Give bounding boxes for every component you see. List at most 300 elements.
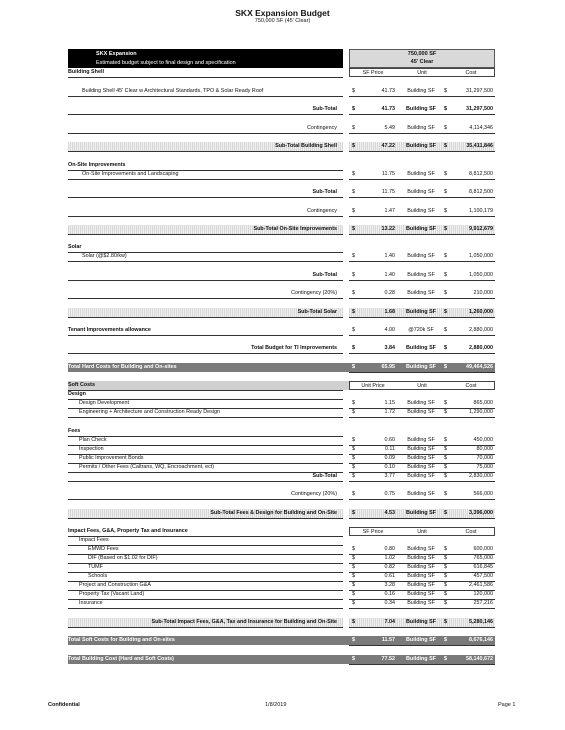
unit-cell: Building SF xyxy=(407,473,435,479)
row-label: Plan Check xyxy=(79,437,107,443)
sf-price-cell: 1.72 xyxy=(384,409,395,415)
unit-cell: Building SF xyxy=(407,464,435,470)
budget-row xyxy=(68,618,495,627)
row-values xyxy=(349,472,495,481)
unit-cell: Building SF xyxy=(407,564,435,570)
currency-symbol: $ xyxy=(352,309,355,315)
sf-price-cell: 11.75 xyxy=(381,171,395,177)
sf-price-cell: 0.16 xyxy=(384,591,395,597)
row-label: Public Improvement Bonds xyxy=(79,455,144,461)
unit-cell: Building SF xyxy=(406,345,436,351)
sf-price-cell: 5.49 xyxy=(384,125,395,131)
project-name: SKX Expansion xyxy=(96,51,137,57)
cost-cell: 257,216 xyxy=(473,600,493,606)
sf-price-cell: 0.82 xyxy=(384,564,395,570)
row-divider xyxy=(349,298,495,299)
currency-symbol: $ xyxy=(444,253,447,259)
currency-symbol: $ xyxy=(352,464,355,470)
row-label: Design xyxy=(68,391,86,397)
currency-symbol: $ xyxy=(352,400,355,406)
budget-row xyxy=(68,509,495,518)
unit-cell: Building SF xyxy=(407,171,435,177)
budget-row xyxy=(68,308,495,317)
currency-symbol: $ xyxy=(352,637,355,643)
cost-cell: 120,000 xyxy=(473,591,493,597)
row-divider xyxy=(349,197,495,198)
row-divider xyxy=(349,261,495,262)
sf-price-cell: 1.47 xyxy=(384,208,395,214)
row-divider xyxy=(349,317,495,318)
budget-row xyxy=(68,572,495,581)
sf-price-cell: 1.40 xyxy=(384,272,395,278)
currency-symbol: $ xyxy=(444,600,447,606)
unit-cell: Building SF xyxy=(406,226,436,232)
currency-symbol: $ xyxy=(444,510,447,516)
cost-cell: 600,000 xyxy=(473,546,493,552)
budget-row xyxy=(68,207,495,216)
row-label: Contingency xyxy=(307,208,337,214)
row-values xyxy=(349,590,495,599)
currency-symbol: $ xyxy=(352,455,355,461)
currency-symbol: $ xyxy=(352,272,355,278)
budget-row xyxy=(68,105,495,114)
sf-price-cell: 0.11 xyxy=(384,446,395,452)
row-values xyxy=(349,636,495,645)
sf-price-cell: 65.95 xyxy=(381,364,395,370)
column-header-row xyxy=(349,68,495,77)
currency-symbol: $ xyxy=(444,637,447,643)
row-divider xyxy=(349,664,495,665)
row-label: Sub-Total On-Site Improvements xyxy=(68,225,343,234)
row-values xyxy=(349,326,495,335)
currency-symbol: $ xyxy=(352,591,355,597)
row-label: Contingency (20%) xyxy=(291,491,337,497)
row-values xyxy=(349,105,495,114)
row-label: Total Building Cost (Hard and Soft Costs) xyxy=(68,656,174,662)
cost-cell: 1,100,179 xyxy=(469,208,493,214)
currency-symbol: $ xyxy=(352,437,355,443)
sf-price-cell: 1.15 xyxy=(384,400,395,406)
row-divider xyxy=(349,481,495,482)
column-header-cell: Unit xyxy=(417,383,427,389)
sf-price-cell: 0.34 xyxy=(384,600,395,606)
column-header-row xyxy=(349,381,495,390)
currency-symbol: $ xyxy=(444,409,447,415)
sf-price-cell: 41.73 xyxy=(381,106,395,112)
row-divider xyxy=(68,96,343,97)
unit-cell: Building SF xyxy=(406,637,436,643)
unit-cell: Building SF xyxy=(406,656,436,662)
cost-cell: 1,290,000 xyxy=(469,409,493,415)
budget-disclaimer: Estimated budget subject to final design and specification xyxy=(96,60,236,66)
currency-symbol: $ xyxy=(444,491,447,497)
page-title: SKX Expansion Budget xyxy=(235,8,330,18)
row-label: Contingency xyxy=(307,125,337,131)
row-divider xyxy=(68,353,343,354)
cost-cell: 1,050,000 xyxy=(469,253,493,259)
row-label: Tenant Improvements allowance xyxy=(68,327,151,333)
row-label: Sub-Total Building Shell xyxy=(68,142,343,151)
unit-cell: Building SF xyxy=(406,309,436,315)
budget-row xyxy=(68,363,495,372)
budget-row xyxy=(68,445,495,454)
currency-symbol: $ xyxy=(352,253,355,259)
currency-symbol: $ xyxy=(444,591,447,597)
row-divider xyxy=(349,179,495,180)
row-divider xyxy=(349,518,495,519)
column-header-cell: Unit Price xyxy=(361,383,385,389)
budget-row xyxy=(68,271,495,280)
budget-row xyxy=(68,170,495,179)
sf-price-cell: 1.40 xyxy=(384,253,395,259)
currency-symbol: $ xyxy=(444,573,447,579)
unit-cell: Building SF xyxy=(407,272,435,278)
row-label: Impact Fees, G&A, Property Tax and Insurance xyxy=(68,528,188,534)
budget-row xyxy=(68,472,495,481)
row-divider xyxy=(349,499,495,500)
currency-symbol: $ xyxy=(352,364,355,370)
unit-cell: Building SF xyxy=(407,491,435,497)
currency-symbol: $ xyxy=(444,473,447,479)
sf-price-cell: 0.09 xyxy=(384,455,395,461)
sf-price-cell: 1.02 xyxy=(384,555,395,561)
currency-symbol: $ xyxy=(352,208,355,214)
currency-symbol: $ xyxy=(352,619,355,625)
cost-cell: 1,260,000 xyxy=(469,309,493,315)
building-size: 750,000 SF xyxy=(407,51,437,57)
currency-symbol: $ xyxy=(444,555,447,561)
currency-symbol: $ xyxy=(352,88,355,94)
row-divider xyxy=(68,133,343,134)
row-label: Total Hard Costs for Building and On-sites xyxy=(68,364,177,370)
currency-symbol: $ xyxy=(352,656,355,662)
unit-cell: Building SF xyxy=(406,106,436,112)
unit-cell: Building SF xyxy=(407,582,435,588)
row-divider xyxy=(68,280,343,281)
row-divider xyxy=(349,280,495,281)
row-values xyxy=(349,490,495,499)
row-values xyxy=(349,344,495,353)
row-divider xyxy=(349,372,495,373)
sf-price-cell: 3.84 xyxy=(384,345,395,351)
row-divider xyxy=(68,114,343,115)
currency-symbol: $ xyxy=(352,491,355,497)
sf-price-cell: 11.75 xyxy=(381,189,395,195)
currency-symbol: $ xyxy=(352,600,355,606)
unit-cell: Building SF xyxy=(407,591,435,597)
row-divider xyxy=(349,335,495,336)
budget-row xyxy=(68,326,495,335)
cost-cell: 3,396,000 xyxy=(469,510,493,516)
sf-price-cell: 47.22 xyxy=(381,143,395,149)
sf-price-cell: 0.75 xyxy=(384,491,395,497)
row-values xyxy=(349,142,495,151)
cost-cell: 8,676,146 xyxy=(469,637,493,643)
budget-row xyxy=(68,225,495,234)
budget-row xyxy=(68,454,495,463)
currency-symbol: $ xyxy=(352,573,355,579)
row-divider xyxy=(68,77,343,78)
currency-symbol: $ xyxy=(444,455,447,461)
row-label: On-Site Improvements and Landscaping xyxy=(82,171,179,177)
cost-cell: 865,000 xyxy=(473,400,493,406)
currency-symbol: $ xyxy=(352,171,355,177)
row-divider xyxy=(68,335,343,336)
unit-cell: Building SF xyxy=(407,253,435,259)
budget-row xyxy=(68,243,495,252)
row-label: Building Shell 45' Clear w Architectural Standards, TPO & Solar Ready Roof xyxy=(82,88,264,94)
budget-row xyxy=(68,408,495,417)
row-label: Fees xyxy=(68,428,81,434)
row-label: Inspection xyxy=(79,446,104,452)
currency-symbol: $ xyxy=(444,619,447,625)
currency-symbol: $ xyxy=(352,290,355,296)
row-label: DIF (Based on $1.02 for DIF) xyxy=(88,555,158,561)
row-divider xyxy=(349,608,495,609)
sf-price-cell: 0.61 xyxy=(384,573,395,579)
currency-symbol: $ xyxy=(444,656,447,662)
budget-row xyxy=(68,599,495,608)
budget-row xyxy=(68,142,495,151)
cost-cell: 765,000 xyxy=(473,555,493,561)
sf-price-cell: 0.80 xyxy=(384,546,395,552)
row-divider xyxy=(349,151,495,152)
row-values xyxy=(349,363,495,372)
cost-cell: 457,500 xyxy=(473,573,493,579)
unit-cell: Building SF xyxy=(407,446,435,452)
row-values xyxy=(349,225,495,234)
budget-row xyxy=(68,161,495,170)
sf-price-cell: 4.00 xyxy=(384,327,395,333)
row-label: Solar xyxy=(68,244,82,250)
row-values xyxy=(349,545,495,554)
budget-row xyxy=(68,436,495,445)
currency-symbol: $ xyxy=(352,106,355,112)
row-label: TUMF xyxy=(88,564,103,570)
budget-row xyxy=(68,545,495,554)
budget-row xyxy=(68,536,495,545)
row-divider xyxy=(68,627,343,628)
currency-symbol: $ xyxy=(444,88,447,94)
unit-cell: Building SF xyxy=(406,510,436,516)
budget-row xyxy=(68,87,495,96)
row-label: Sub-Total Fees & Design for Building and On-Site xyxy=(68,509,343,518)
row-values xyxy=(349,581,495,590)
cost-cell: 210,000 xyxy=(473,290,493,296)
sf-price-cell: 77.52 xyxy=(381,656,395,662)
sf-price-cell: 0.28 xyxy=(384,290,395,296)
footer-date: 1/8/2019 xyxy=(265,702,287,708)
cost-cell: 70,000 xyxy=(476,455,493,461)
column-header-cell: SF Price xyxy=(362,70,384,76)
unit-cell: Building SF xyxy=(406,143,436,149)
cost-cell: 566,000 xyxy=(473,491,493,497)
column-header-row xyxy=(349,527,495,536)
budget-row xyxy=(68,463,495,472)
row-divider xyxy=(68,179,343,180)
currency-symbol: $ xyxy=(352,582,355,588)
currency-symbol: $ xyxy=(352,564,355,570)
currency-symbol: $ xyxy=(352,143,355,149)
row-values xyxy=(349,252,495,261)
currency-symbol: $ xyxy=(352,345,355,351)
sf-price-cell: 13.22 xyxy=(381,226,395,232)
row-label: Soft Costs xyxy=(68,381,343,390)
row-divider xyxy=(68,234,343,235)
row-values xyxy=(349,207,495,216)
currency-symbol: $ xyxy=(444,189,447,195)
row-values xyxy=(349,509,495,518)
row-values xyxy=(349,599,495,608)
currency-symbol: $ xyxy=(444,290,447,296)
unit-cell: Building SF xyxy=(407,437,435,443)
row-divider xyxy=(349,417,495,418)
currency-symbol: $ xyxy=(444,143,447,149)
column-header-cell: Cost xyxy=(465,383,477,389)
unit-cell: Building SF xyxy=(407,555,435,561)
row-label: Sub-Total Impact Fees, G&A, Tax and Insurance for Building and On-Site xyxy=(68,618,343,627)
unit-cell: Building SF xyxy=(407,409,435,415)
row-label: Schools xyxy=(88,573,108,579)
row-label: Sub-Total xyxy=(312,106,337,112)
cost-cell: 75,000 xyxy=(476,464,493,470)
unit-cell: Building SF xyxy=(407,455,435,461)
cost-cell: 58,140,672 xyxy=(466,656,493,662)
row-label: Property Tax (Vacant Land) xyxy=(79,591,145,597)
budget-row xyxy=(68,289,495,298)
currency-symbol: $ xyxy=(444,546,447,552)
row-values xyxy=(349,271,495,280)
row-label: Solar (@$2.80/kw) xyxy=(82,253,127,259)
row-divider xyxy=(68,608,343,609)
row-values xyxy=(349,445,495,454)
currency-symbol: $ xyxy=(444,564,447,570)
sf-price-cell: 11.57 xyxy=(381,637,395,643)
cost-cell: 80,000 xyxy=(476,446,493,452)
budget-row xyxy=(68,490,495,499)
row-values xyxy=(349,454,495,463)
unit-cell: Building SF xyxy=(407,208,435,214)
row-values xyxy=(349,170,495,179)
unit-cell: Building SF xyxy=(407,189,435,195)
row-divider xyxy=(349,234,495,235)
unit-cell: Building SF xyxy=(407,573,435,579)
budget-row xyxy=(68,390,495,399)
row-label: Insurance xyxy=(79,600,103,606)
cost-cell: 5,280,146 xyxy=(469,619,493,625)
row-label: Sub-Total Solar xyxy=(68,308,343,317)
cost-cell: 450,000 xyxy=(473,437,493,443)
currency-symbol: $ xyxy=(352,327,355,333)
row-label: Project and Construction G&A xyxy=(79,582,151,588)
currency-symbol: $ xyxy=(352,189,355,195)
currency-symbol: $ xyxy=(352,546,355,552)
row-values xyxy=(349,618,495,627)
budget-row xyxy=(68,636,495,645)
row-divider xyxy=(349,96,495,97)
row-values xyxy=(349,399,495,408)
row-divider xyxy=(349,133,495,134)
currency-symbol: $ xyxy=(444,582,447,588)
row-values xyxy=(349,308,495,317)
row-values xyxy=(349,563,495,572)
currency-symbol: $ xyxy=(444,272,447,278)
clear-height: 45' Clear xyxy=(410,59,434,65)
sf-price-cell: 0.60 xyxy=(384,437,395,443)
row-divider xyxy=(68,317,343,318)
currency-symbol: $ xyxy=(444,125,447,131)
unit-cell: Building SF xyxy=(406,364,436,370)
unit-cell: Building SF xyxy=(407,600,435,606)
column-header-cell: Cost xyxy=(465,70,477,76)
column-header-cell: Unit xyxy=(417,529,427,535)
budget-row xyxy=(68,590,495,599)
cost-cell: 2,461,586 xyxy=(469,582,493,588)
currency-symbol: $ xyxy=(444,208,447,214)
row-divider xyxy=(68,298,343,299)
row-label: Contingency (20%) xyxy=(291,290,337,296)
footer-page-number: Page 1 xyxy=(498,702,516,708)
cost-cell: 616,845 xyxy=(473,564,493,570)
row-divider xyxy=(349,114,495,115)
row-values xyxy=(349,572,495,581)
row-divider xyxy=(68,417,343,418)
row-values xyxy=(349,408,495,417)
row-divider xyxy=(349,627,495,628)
row-divider xyxy=(68,499,343,500)
row-label: Total Soft Costs for Building and On-sites xyxy=(68,637,175,643)
currency-symbol: $ xyxy=(444,464,447,470)
budget-header-block xyxy=(68,49,343,68)
currency-symbol: $ xyxy=(444,446,447,452)
unit-cell: Building SF xyxy=(407,400,435,406)
cost-cell: 35,411,846 xyxy=(466,143,493,149)
currency-symbol: $ xyxy=(444,309,447,315)
cost-cell: 2,830,000 xyxy=(469,473,493,479)
sf-price-cell: 7.04 xyxy=(384,619,395,625)
cost-cell: 9,912,679 xyxy=(469,226,493,232)
budget-row xyxy=(68,344,495,353)
row-divider xyxy=(68,151,343,152)
column-header-cell: Cost xyxy=(465,529,477,535)
budget-row xyxy=(68,581,495,590)
sf-price-cell: 4.53 xyxy=(384,510,395,516)
row-divider xyxy=(349,645,495,646)
cost-cell: 31,297,500 xyxy=(466,106,493,112)
row-values xyxy=(349,124,495,133)
footer-confidential: Confidential xyxy=(48,702,80,708)
row-values xyxy=(349,655,495,664)
budget-row xyxy=(68,399,495,408)
budget-row xyxy=(68,563,495,572)
unit-cell: Building SF xyxy=(407,290,435,296)
cost-cell: 4,114,346 xyxy=(469,125,493,131)
row-divider xyxy=(349,353,495,354)
budget-row xyxy=(68,655,495,664)
budget-row xyxy=(68,252,495,261)
row-divider xyxy=(68,197,343,198)
row-label: Total Budget for TI Improvements xyxy=(251,345,337,351)
row-divider xyxy=(349,216,495,217)
row-divider xyxy=(68,481,343,482)
row-values xyxy=(349,188,495,197)
row-label: Impact Fees xyxy=(79,537,109,543)
cost-cell: 8,812,500 xyxy=(469,171,493,177)
page-subtitle: 750,000 SF (45' Clear) xyxy=(254,18,311,24)
column-group-header xyxy=(349,49,495,68)
currency-symbol: $ xyxy=(444,327,447,333)
sf-price-cell: 3.28 xyxy=(384,582,395,588)
